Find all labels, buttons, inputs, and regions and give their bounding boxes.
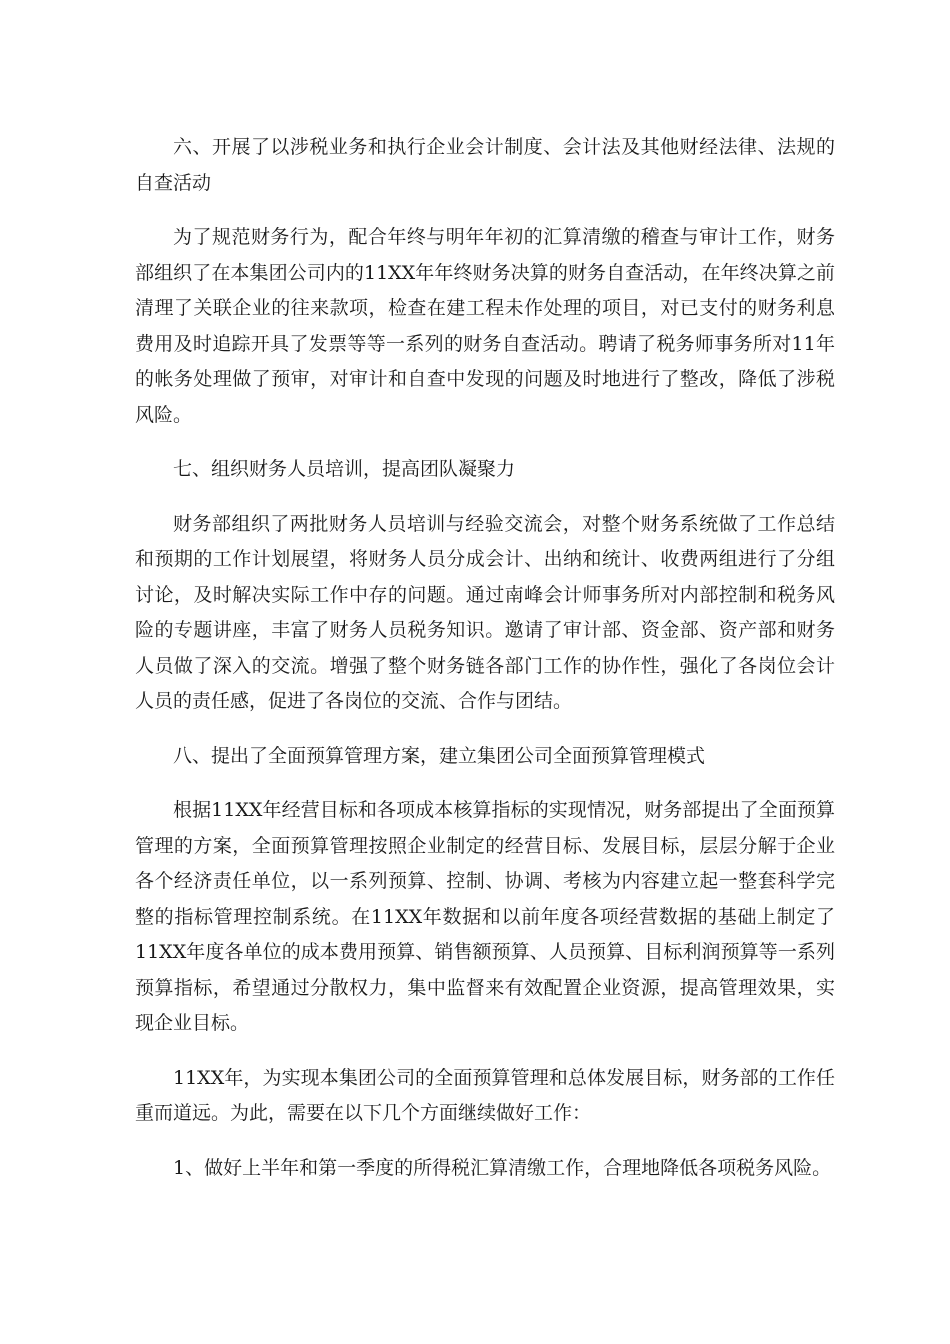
section-heading-6: 六、开展了以涉税业务和执行企业会计制度、会计法及其他财经法律、法规的自查活动 [135,136,835,194]
section-7-paragraph: 财务部组织了两批财务人员培训与经验交流会，对整个财务系统做了工作总结和预期的工作计划展望，将财务人员分成会计、出纳和统计、收费两组进行了分组讨论，及时解决实际工作中存的问题。通过南峰会计师事务所对内部控制和税务风险的专题讲座，丰富了财务人员税务知识。邀请了审计部、资金部、资产部和财务人员做了深入的交流。增强了整个财务链各部门工作的协作性，强化了各岗位会计人员的责任感，促进了各岗位的交流、合作与团结。 [135,512,835,712]
section-6-paragraph: 为了规范财务行为，配合年终与明年年初的汇算清缴的稽查与审计工作，财务部组织了在本集团公司内的11XX年年终财务决算的财务自查活动，在年终决算之前清理了关联企业的往来款项，检查在建工程未作处理的项目，对已支付的财务利息费用及时追踪开具了发票等等一系列的财务自查活动。聘请了税务师事务所对11年的帐务处理做了预审，对审计和自查中发现的问题及时地进行了整改，降低了涉税风险。 [135,226,835,426]
document-body [135,130,835,1205]
section-heading-8: 八、提出了全面预算管理方案，建立集团公司全面预算管理模式 [173,744,706,767]
plan-item-1: 1、做好上半年和第一季度的所得税汇算清缴工作，合理地降低各项税务风险。 [173,1156,832,1179]
section-heading-7: 七、组织财务人员培训，提高团队凝聚力 [173,458,516,480]
section-8-paragraph: 根据11XX年经营目标和各项成本核算指标的实现情况，财务部提出了全面预算管理的方案，全面预算管理按照企业制定的经营目标、发展目标，层层分解于企业各个经济责任单位，以一系列预算、控制、协调、考核为内容建立起一整套科学完整的指标管理控制系统。在11XX年数据和以前年度各项经营数据的基础上制定了11XX年度各单位的成本费用预算、销售额预算、人员预算、目标利润预算等一系列预算指标，希望通过分散权力，集中监督来有效配置企业资源，提高管理效果，实现企业目标。 [135,799,835,1034]
plan-intro-paragraph: 11XX年，为实现本集团公司的全面预算管理和总体发展目标，财务部的工作任重而道远。为此，需要在以下几个方面继续做好工作： [135,1066,835,1124]
